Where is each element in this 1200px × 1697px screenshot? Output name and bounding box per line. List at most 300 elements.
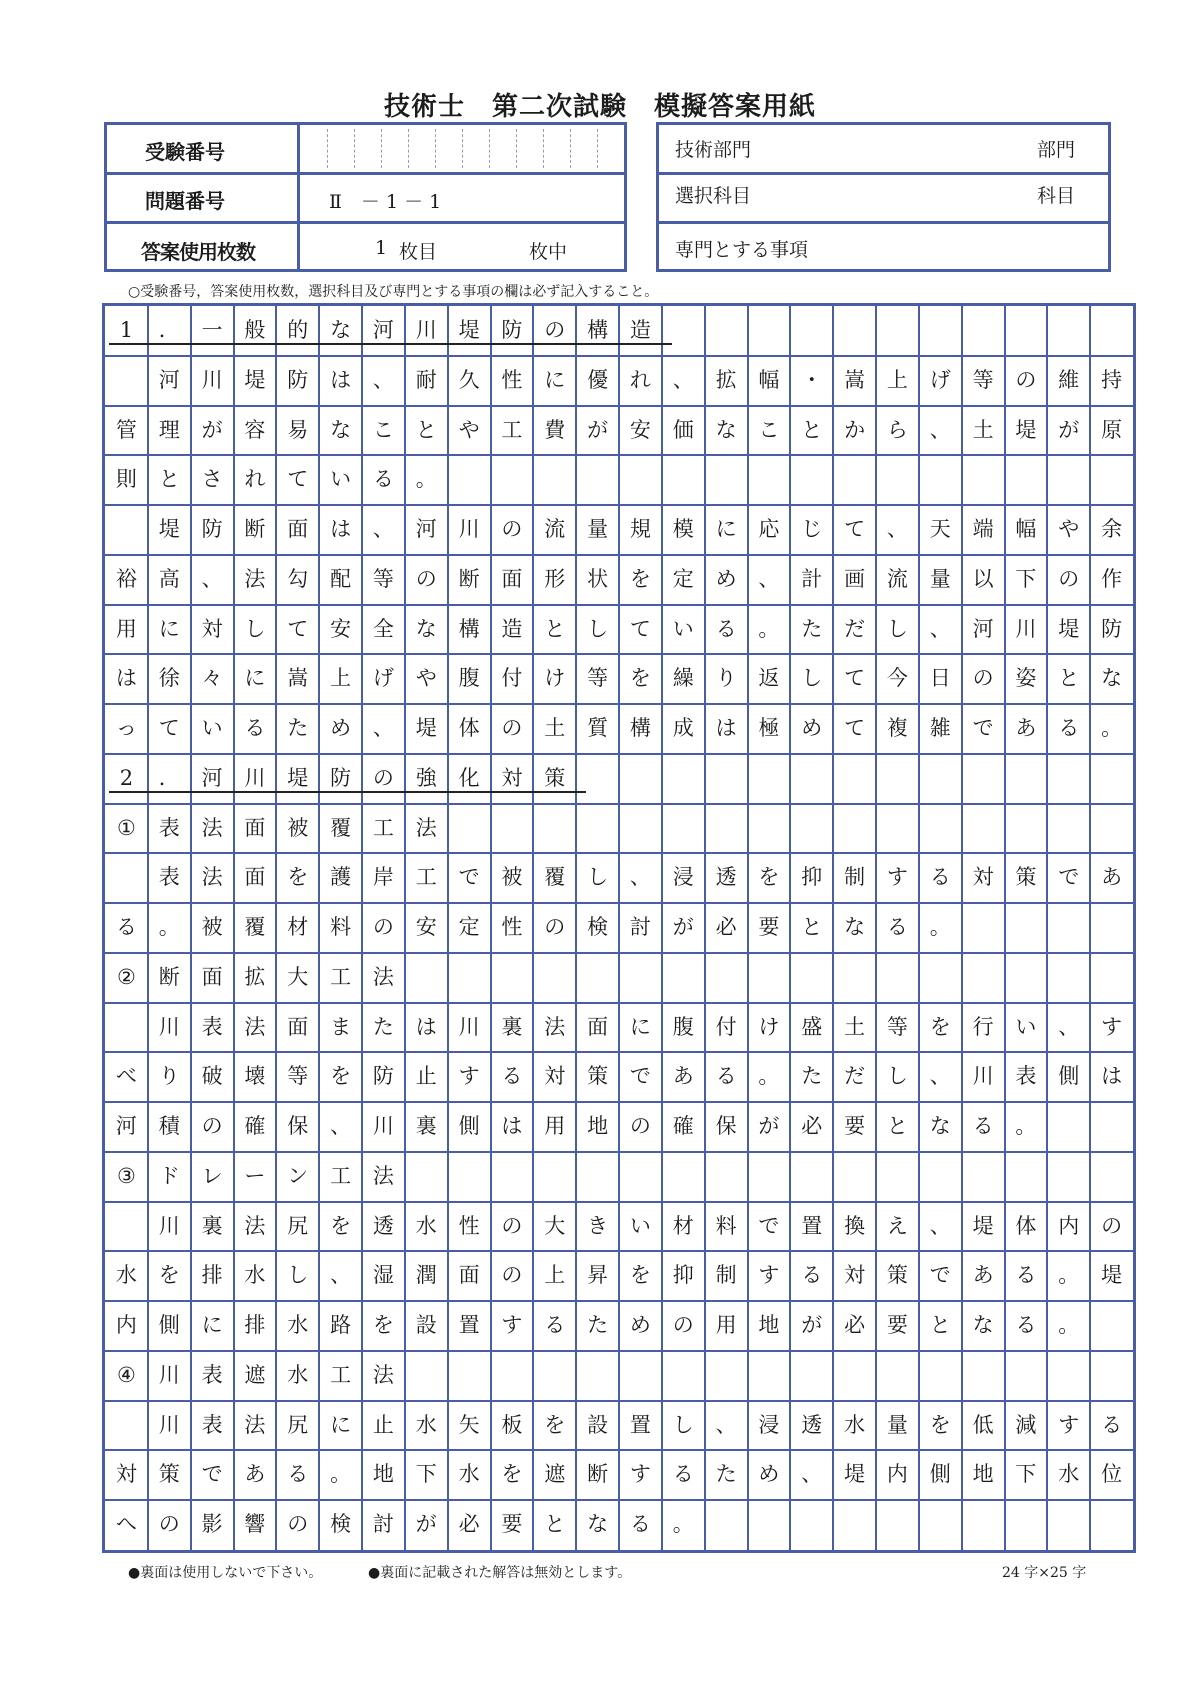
answer-char: の xyxy=(201,1114,223,1139)
answer-char: な xyxy=(330,318,352,342)
answer-char: 対 xyxy=(501,765,523,790)
answer-char: 検 xyxy=(587,915,609,940)
answer-char: な xyxy=(972,1313,994,1338)
answer-char: 返 xyxy=(758,666,780,691)
answer-char: は xyxy=(330,367,352,392)
answer-char: 討 xyxy=(372,1512,394,1537)
answer-char: は xyxy=(501,1114,523,1139)
answer-char: 潤 xyxy=(415,1263,437,1288)
answer-char: 。 xyxy=(672,1512,694,1537)
answer-char: 行 xyxy=(972,1014,994,1039)
answer-char: 構 xyxy=(629,716,651,741)
answer-char: 盛 xyxy=(801,1014,823,1039)
answer-char: る xyxy=(544,1313,566,1338)
answer-row xyxy=(105,1152,1133,1202)
answer-char: 上 xyxy=(886,367,908,392)
answer-char: に xyxy=(715,517,737,542)
answer-char: 川 xyxy=(201,367,223,392)
answer-char: 上 xyxy=(330,666,352,691)
answer-char: 以 xyxy=(972,566,994,591)
answer-char: 堤 xyxy=(1015,417,1037,442)
answer-char: 余 xyxy=(1101,517,1123,542)
answer-char: 面 xyxy=(458,1263,480,1288)
answer-row xyxy=(105,754,1133,804)
answer-char: 防 xyxy=(330,765,352,790)
answer-char: 極 xyxy=(758,716,780,741)
answer-char: の xyxy=(544,318,566,342)
answer-char: 水 xyxy=(115,1263,137,1288)
answer-char: 板 xyxy=(501,1412,523,1437)
answer-char: か xyxy=(844,417,866,442)
answer-row xyxy=(105,1500,1133,1550)
answer-char: の xyxy=(501,517,523,542)
answer-char: べ xyxy=(115,1064,137,1089)
heading-underline xyxy=(109,343,672,345)
answer-char: で xyxy=(201,1462,223,1487)
answer-char: 河 xyxy=(115,1114,137,1139)
answer-char: 表 xyxy=(201,1362,223,1387)
answer-char: 下 xyxy=(1015,1462,1037,1487)
answer-char: が xyxy=(201,417,223,442)
answer-char: を xyxy=(929,1014,951,1039)
answer-char: 尻 xyxy=(287,1213,309,1238)
answer-char: 定 xyxy=(672,566,694,591)
answer-char: け xyxy=(544,666,566,691)
answer-char: あ xyxy=(972,1263,994,1288)
answer-char: 作 xyxy=(1101,566,1123,591)
answer-char: 法 xyxy=(372,1163,394,1188)
answer-char: あ xyxy=(1015,716,1037,741)
answer-char: た xyxy=(801,616,823,641)
answer-char: の xyxy=(1058,566,1080,591)
exam-info-box xyxy=(104,122,627,272)
answer-char: 保 xyxy=(287,1114,309,1139)
answer-char: を xyxy=(544,1412,566,1437)
answer-char: 久 xyxy=(458,367,480,392)
answer-char: 計 xyxy=(801,566,823,591)
answer-char: 地 xyxy=(758,1313,780,1338)
answer-char: あ xyxy=(672,1064,694,1089)
answer-row xyxy=(105,356,1133,406)
answer-char: と xyxy=(544,616,566,641)
answer-char: こ xyxy=(758,417,780,442)
answer-char: は xyxy=(115,666,137,691)
answer-char: た xyxy=(715,1462,737,1487)
answer-char: 、 xyxy=(372,716,394,741)
answer-char: 性 xyxy=(501,367,523,392)
answer-char: 。 xyxy=(758,616,780,641)
answer-char: な xyxy=(715,417,737,442)
answer-char: し xyxy=(244,616,266,641)
answer-row xyxy=(105,1450,1133,1500)
answer-char: 幅 xyxy=(758,367,780,392)
answer-char: な xyxy=(844,915,866,940)
answer-char: の xyxy=(1101,1213,1123,1238)
answer-char: 浸 xyxy=(672,865,694,890)
answer-char: 策 xyxy=(1015,865,1037,890)
answer-char: 、 xyxy=(330,1263,352,1288)
answer-char: 法 xyxy=(244,1014,266,1039)
answer-char: 。 xyxy=(415,467,437,492)
answer-char: 水 xyxy=(415,1412,437,1437)
answer-char: 状 xyxy=(587,566,609,591)
answer-char: 工 xyxy=(501,417,523,442)
answer-char: の xyxy=(629,1114,651,1139)
answer-char: 堤 xyxy=(458,318,480,342)
answer-char: 、 xyxy=(330,1114,352,1139)
answer-char: 配 xyxy=(330,566,352,591)
answer-char: が xyxy=(758,1114,780,1139)
answer-char: 断 xyxy=(458,566,480,591)
answer-char: る xyxy=(372,467,394,492)
answer-char: 、 xyxy=(372,367,394,392)
answer-char: い xyxy=(1015,1014,1037,1039)
answer-char: だ xyxy=(844,1064,866,1089)
answer-char: 、 xyxy=(1058,1014,1080,1039)
answer-char: 2 xyxy=(119,765,134,790)
answer-char: い xyxy=(672,616,694,641)
answer-char: る xyxy=(244,716,266,741)
answer-char: い xyxy=(201,716,223,741)
answer-row xyxy=(105,1052,1133,1102)
answer-char: と xyxy=(929,1313,951,1338)
answer-row xyxy=(105,654,1133,704)
answer-char: て xyxy=(844,517,866,542)
answer-char: 、 xyxy=(372,517,394,542)
answer-char: 工 xyxy=(372,815,394,840)
answer-char: 面 xyxy=(501,566,523,591)
question-number-value: Ⅱ － 1 － 1 xyxy=(329,191,442,213)
answer-char: る xyxy=(972,1114,994,1139)
answer-char: 。 xyxy=(158,915,180,940)
answer-char: 工 xyxy=(415,865,437,890)
answer-char: 画 xyxy=(844,566,866,591)
answer-row xyxy=(105,455,1133,505)
answer-char: 造 xyxy=(629,318,651,342)
answer-char: 矢 xyxy=(458,1412,480,1437)
answer-char: 堤 xyxy=(844,1462,866,1487)
answer-char: る xyxy=(1101,1412,1123,1437)
answer-char: 1 xyxy=(119,318,134,342)
answer-char: は xyxy=(1101,1064,1123,1089)
answer-char: 化 xyxy=(458,765,480,790)
answer-char: え xyxy=(886,1213,908,1238)
answer-char: 置 xyxy=(458,1313,480,1338)
answer-char: ． xyxy=(158,765,180,790)
answer-char: 対 xyxy=(115,1462,137,1487)
answer-char: の xyxy=(672,1313,694,1338)
answer-grid xyxy=(102,303,1136,1553)
answer-char: を xyxy=(287,865,309,890)
answer-char: で xyxy=(972,716,994,741)
answer-char: 表 xyxy=(158,865,180,890)
subject-suffix: 科目 xyxy=(1037,185,1076,207)
answer-char: 工 xyxy=(330,1362,352,1387)
answer-char: あ xyxy=(1101,865,1123,890)
answer-row xyxy=(105,853,1133,903)
answer-char: 土 xyxy=(544,716,566,741)
answer-char: 河 xyxy=(415,517,437,542)
answer-char: 工 xyxy=(330,1163,352,1188)
answer-char: 、 xyxy=(929,417,951,442)
heading-underline xyxy=(109,791,586,793)
answer-char: 価 xyxy=(672,417,694,442)
answer-char: 量 xyxy=(929,566,951,591)
answer-char: や xyxy=(458,417,480,442)
department-label: 技術部門 xyxy=(675,139,752,161)
answer-char: 材 xyxy=(287,915,309,940)
answer-char: が xyxy=(801,1313,823,1338)
answer-char: 体 xyxy=(458,716,480,741)
answer-char: 土 xyxy=(844,1014,866,1039)
answer-char: り xyxy=(715,666,737,691)
answer-char: り xyxy=(158,1064,180,1089)
answer-char: 対 xyxy=(844,1263,866,1288)
answer-char: 湿 xyxy=(372,1263,394,1288)
answer-char: 川 xyxy=(415,318,437,342)
answer-row xyxy=(105,1102,1133,1152)
answer-char: 尻 xyxy=(287,1412,309,1437)
answer-char: こ xyxy=(372,417,394,442)
answer-char: 構 xyxy=(587,318,609,342)
answer-char: の xyxy=(544,915,566,940)
department-info-box xyxy=(656,122,1111,272)
answer-char: 要 xyxy=(844,1114,866,1139)
answer-char: 法 xyxy=(372,964,394,989)
answer-char: と xyxy=(801,417,823,442)
answer-char: 川 xyxy=(158,1362,180,1387)
answer-char: 面 xyxy=(244,865,266,890)
answer-char: 工 xyxy=(330,964,352,989)
answer-char: 被 xyxy=(501,865,523,890)
answer-char: 流 xyxy=(544,517,566,542)
answer-char: に xyxy=(201,1313,223,1338)
answer-char: し xyxy=(886,1064,908,1089)
sheet-current-value: 1 xyxy=(375,237,388,259)
answer-char: 法 xyxy=(415,815,437,840)
answer-char: は xyxy=(330,517,352,542)
answer-char: を xyxy=(629,666,651,691)
answer-char: 策 xyxy=(587,1064,609,1089)
answer-char: じ xyxy=(801,517,823,542)
answer-char: 水 xyxy=(244,1263,266,1288)
answer-char: て xyxy=(629,616,651,641)
answer-char: 表 xyxy=(201,1412,223,1437)
answer-char: 防 xyxy=(201,517,223,542)
answer-char: 大 xyxy=(287,964,309,989)
answer-char: 全 xyxy=(372,616,394,641)
answer-char: 堤 xyxy=(244,367,266,392)
footer-note-back-invalid: ●裏面に記載された解答は無効とします。 xyxy=(368,1565,632,1581)
answer-char: 覆 xyxy=(330,815,352,840)
answer-char: す xyxy=(501,1313,523,1338)
answer-char: ． xyxy=(158,318,180,342)
answer-char: っ xyxy=(115,716,137,741)
answer-char: 量 xyxy=(886,1412,908,1437)
answer-char: る xyxy=(672,1462,694,1487)
answer-char: や xyxy=(1058,517,1080,542)
answer-char: 、 xyxy=(629,865,651,890)
answer-char: 面 xyxy=(244,815,266,840)
answer-char: 性 xyxy=(501,915,523,940)
answer-char: 規 xyxy=(629,517,651,542)
answer-char: 川 xyxy=(244,765,266,790)
answer-char: 水 xyxy=(458,1462,480,1487)
answer-char: 水 xyxy=(415,1213,437,1238)
sheets-label: 答案使用枚数 xyxy=(141,240,255,264)
answer-char: 川 xyxy=(972,1064,994,1089)
answer-char: 抑 xyxy=(801,865,823,890)
answer-char: 付 xyxy=(715,1014,737,1039)
answer-char: 要 xyxy=(501,1512,523,1537)
answer-char: 対 xyxy=(544,1064,566,1089)
answer-char: 今 xyxy=(886,666,908,691)
sheet-total-unit: 枚中 xyxy=(529,241,568,263)
answer-char: 断 xyxy=(587,1462,609,1487)
answer-char: 断 xyxy=(244,517,266,542)
answer-char: 面 xyxy=(201,964,223,989)
answer-char: げ xyxy=(929,367,951,392)
answer-char: 法 xyxy=(244,1412,266,1437)
answer-char: ン xyxy=(287,1163,309,1188)
answer-char: 抑 xyxy=(672,1263,694,1288)
answer-char: た xyxy=(587,1313,609,1338)
page-title: 技術士 第二次試験 模擬答案用紙 xyxy=(383,92,816,122)
answer-char: を xyxy=(501,1462,523,1487)
answer-char: 強 xyxy=(415,765,437,790)
answer-char: け xyxy=(758,1014,780,1039)
answer-char: 繰 xyxy=(672,666,694,691)
answer-char: 雑 xyxy=(929,716,951,741)
answer-row xyxy=(105,1202,1133,1252)
answer-char: 。 xyxy=(1015,1114,1037,1139)
answer-char: 料 xyxy=(330,915,352,940)
answer-char: 策 xyxy=(158,1462,180,1487)
answer-char: の xyxy=(501,1213,523,1238)
answer-char: 排 xyxy=(201,1263,223,1288)
answer-char: 法 xyxy=(201,815,223,840)
answer-char: 形 xyxy=(544,566,566,591)
answer-char: 持 xyxy=(1101,367,1123,392)
answer-row xyxy=(105,804,1133,854)
answer-char: 、 xyxy=(672,367,694,392)
answer-char: の xyxy=(158,1512,180,1537)
answer-char: 置 xyxy=(629,1412,651,1437)
answer-char: 的 xyxy=(287,318,309,342)
answer-char: を xyxy=(929,1412,951,1437)
answer-char: 裏 xyxy=(415,1114,437,1139)
answer-char: だ xyxy=(844,616,866,641)
answer-char: 制 xyxy=(844,865,866,890)
answer-char: 必 xyxy=(715,915,737,940)
answer-char: 天 xyxy=(929,517,951,542)
answer-char: 体 xyxy=(1015,1213,1037,1238)
answer-char: 嵩 xyxy=(844,367,866,392)
answer-char: 止 xyxy=(415,1064,437,1089)
answer-char: 、 xyxy=(929,1064,951,1089)
answer-char: 防 xyxy=(372,1064,394,1089)
answer-char: 換 xyxy=(844,1213,866,1238)
answer-char: 。 xyxy=(1058,1313,1080,1338)
answer-char: の xyxy=(501,716,523,741)
answer-char: る xyxy=(1058,716,1080,741)
answer-char: の xyxy=(972,666,994,691)
answer-row xyxy=(105,1003,1133,1053)
answer-char: 対 xyxy=(972,865,994,890)
answer-char: 河 xyxy=(158,367,180,392)
answer-char: 付 xyxy=(501,666,523,691)
answer-char: る xyxy=(801,1263,823,1288)
answer-char: 確 xyxy=(244,1114,266,1139)
answer-char: レ xyxy=(201,1163,223,1188)
answer-char: 日 xyxy=(929,666,951,691)
answer-char: ら xyxy=(886,417,908,442)
answer-char: 堤 xyxy=(415,716,437,741)
answer-char: 用 xyxy=(544,1114,566,1139)
answer-char: 防 xyxy=(501,318,523,342)
answer-char: が xyxy=(672,915,694,940)
answer-char: 。 xyxy=(1058,1263,1080,1288)
answer-char: と xyxy=(544,1512,566,1537)
answer-char: 川 xyxy=(458,1014,480,1039)
answer-char: 法 xyxy=(544,1014,566,1039)
answer-row xyxy=(105,406,1133,456)
answer-char: 覆 xyxy=(244,915,266,940)
answer-char: 材 xyxy=(672,1213,694,1238)
exam-number-field[interactable] xyxy=(300,125,624,172)
answer-char: に xyxy=(544,367,566,392)
answer-char: 裏 xyxy=(501,1014,523,1039)
exam-number-label: 受験番号 xyxy=(145,140,225,164)
answer-char: め xyxy=(330,716,352,741)
answer-char: を xyxy=(758,865,780,890)
answer-char: 水 xyxy=(844,1412,866,1437)
answer-char: 般 xyxy=(244,318,266,342)
answer-char: る xyxy=(715,1064,737,1089)
answer-char: 遮 xyxy=(544,1462,566,1487)
answer-char: い xyxy=(629,1213,651,1238)
answer-char: と xyxy=(158,467,180,492)
answer-char: 質 xyxy=(587,716,609,741)
answer-char: 堤 xyxy=(158,517,180,542)
answer-char: 優 xyxy=(587,367,609,392)
answer-char: へ xyxy=(115,1512,137,1537)
answer-char: 設 xyxy=(587,1412,609,1437)
answer-char: し xyxy=(672,1412,694,1437)
answer-row xyxy=(105,605,1133,655)
answer-char: 浸 xyxy=(758,1412,780,1437)
answer-char: た xyxy=(801,1064,823,1089)
answer-char: に xyxy=(244,666,266,691)
answer-char: 堤 xyxy=(1058,616,1080,641)
answer-char xyxy=(105,853,148,903)
answer-char: て xyxy=(844,666,866,691)
answer-char: の xyxy=(372,765,394,790)
answer-char: て xyxy=(158,716,180,741)
answer-char: の xyxy=(415,566,437,591)
answer-char: 腹 xyxy=(458,666,480,691)
answer-char: 々 xyxy=(201,666,223,691)
answer-row xyxy=(105,1351,1133,1401)
answer-char: 嵩 xyxy=(287,666,309,691)
answer-char: の xyxy=(287,1512,309,1537)
answer-char: を xyxy=(629,566,651,591)
answer-char: 水 xyxy=(1058,1462,1080,1487)
answer-char: 流 xyxy=(886,566,908,591)
answer-char: 置 xyxy=(801,1213,823,1238)
answer-char: 討 xyxy=(629,915,651,940)
answer-char: 法 xyxy=(244,1213,266,1238)
